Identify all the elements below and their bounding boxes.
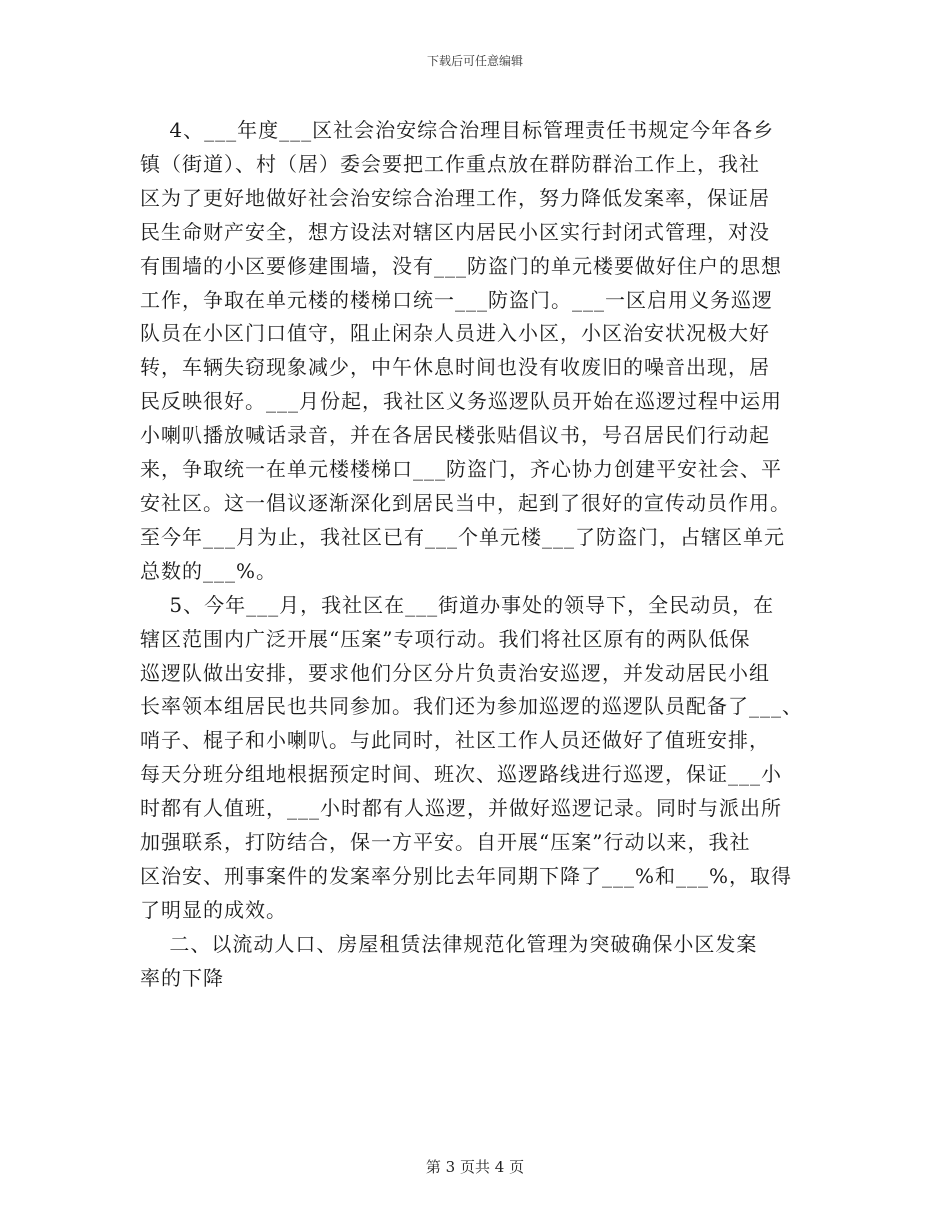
- text-line: 区为了更好地做好社会治安综合治理工作，努力降低发案率，保证居: [140, 185, 770, 210]
- text-line: 区治安、刑事案件的发案率分别比去年同期下降了___%和___%，取得: [140, 863, 793, 888]
- text-line: 镇（街道）、村（居）委会要把工作重点放在群防群治工作上，我社: [140, 151, 760, 176]
- text-line: 5、今年___月，我社区在___街道办事处的领导下，全民动员，在: [140, 592, 775, 617]
- text-line: 至今年___月为止，我社区已有___个单元楼___了防盗门，占辖区单元: [140, 524, 785, 549]
- text-line: 加强联系，打防结合，保一方平安。自开展“压案”行动以来，我社: [140, 830, 751, 855]
- paragraph-5: [140, 589, 820, 928]
- text-line: 小喇叭播放喊话录音，并在各居民楼张贴倡议书，号召居民们行动起: [140, 423, 770, 448]
- text-line: 转，车辆失窃现象减少，中午休息时间也没有收废旧的噪音出现，居: [140, 355, 770, 380]
- text-line: 二、以流动人口、房屋租赁法律规范化管理为突破确保小区发案: [140, 931, 758, 956]
- text-line: 队员在小区门口值守，阻止闲杂人员进入小区，小区治安状况极大好: [140, 321, 770, 346]
- text-line: 安社区。这一倡议逐渐深化到居民当中，起到了很好的宣传动员作用。: [140, 490, 791, 515]
- text-line: 有围墙的小区要修建围墙，没有___防盗门的单元楼要做好住户的思想: [140, 253, 782, 278]
- document-body: [140, 114, 820, 996]
- text-line: 工作，争取在单元楼的楼梯口统一___防盗门。___一区启用义务巡逻: [140, 287, 773, 312]
- text-line: 率的下降: [140, 965, 224, 990]
- text-line: 每天分班分组地根据预定时间、班次、巡逻路线进行巡逻，保证___小: [140, 762, 782, 787]
- text-line: 来，争取统一在单元楼楼梯口___防盗门，齐心协力创建平安社会、平: [140, 457, 782, 482]
- text-line: 辖区范围内广泛开展“压案”专项行动。我们将社区原有的两队低保: [140, 626, 751, 651]
- text-line: 时都有人值班，___小时都有人巡逻，并做好巡逻记录。同时与派出所: [140, 796, 782, 821]
- section-heading-2: [140, 928, 820, 996]
- page-number: 第 3 页共 4 页: [425, 1158, 525, 1176]
- paragraph-4: [140, 114, 820, 589]
- text-line: 民生命财产安全，想方设法对辖区内居民小区实行封闭式管理，对没: [140, 219, 770, 244]
- text-line: 民反映很好。___月份起，我社区义务巡逻队员开始在巡逻过程中运用: [140, 389, 782, 414]
- text-line: 巡逻队做出安排，要求他们分区分片负责治安巡逻，并发动居民小组: [140, 660, 770, 685]
- text-line: 4、___年度___区社会治安综合治理目标管理责任书规定今年各乡: [140, 118, 775, 142]
- text-line: 长率领本组居民也共同参加。我们还为参加巡逻的巡逻队员配备了___、: [140, 694, 803, 719]
- header-note: 下载后可任意编辑: [426, 54, 523, 68]
- text-line: 了明显的成效。: [140, 897, 287, 922]
- text-line: 哨子、棍子和小喇叭。与此同时，社区工作人员还做好了值班安排，: [140, 728, 770, 753]
- text-line: 总数的___%。: [140, 558, 278, 583]
